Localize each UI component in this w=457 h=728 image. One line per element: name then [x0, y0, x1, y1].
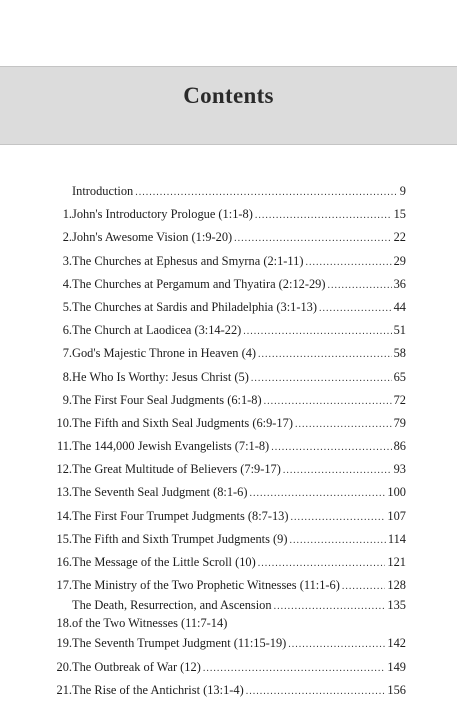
dot-leader [305, 251, 391, 274]
toc-entry-page-number: 107 [387, 508, 406, 523]
toc-entry [48, 656, 406, 679]
toc-entry-title: The Ministry of the Two Prophetic Witnesses (11:1-6) [72, 578, 340, 593]
toc-entry-page-number: 156 [387, 682, 406, 697]
toc-entry [48, 597, 406, 632]
toc-entry-page-number: 128 [387, 578, 406, 593]
toc-entry-title: The Message of the Little Scroll (10) [72, 555, 256, 569]
toc-entry-number: 9. [62, 392, 72, 407]
toc-entry-title: God's Majestic Throne in Heaven (4) [72, 346, 257, 361]
toc-entry [48, 435, 406, 458]
toc-entry-title: The Rise of the Antichrist (13:1-4) [72, 682, 244, 697]
dot-leader [234, 227, 391, 250]
dot-leader [288, 633, 385, 656]
toc-entry [48, 342, 406, 365]
dot-leader [327, 274, 391, 297]
toc-entry-page-number: 29 [393, 253, 406, 268]
toc-entry-number: 14. [56, 508, 72, 523]
dot-leader [246, 680, 386, 703]
dot-leader [274, 598, 386, 616]
toc-entry-title: The Death, Resurrection, and Ascension [72, 598, 272, 613]
toc-entry-number: 20. [56, 659, 72, 674]
dot-leader [289, 529, 385, 552]
toc-entry-page-number: 114 [387, 531, 406, 546]
toc-entry [48, 574, 406, 597]
toc-entry-title-continued: of the Two Witnesses (11:7-14) [72, 615, 228, 630]
toc-entry-title: John's Awesome Vision (1:9-20) [72, 230, 233, 245]
dot-leader [283, 459, 392, 482]
toc-entry-title: Introduction [72, 184, 134, 198]
toc-entry [48, 203, 406, 226]
toc-entry-page-number: 72 [393, 392, 406, 407]
toc-entry [48, 273, 406, 296]
toc-entry-page-number: 51 [393, 323, 406, 338]
dot-leader [291, 506, 386, 529]
dot-leader [258, 552, 386, 575]
toc-entry-number: 3. [62, 253, 72, 268]
dot-leader [250, 482, 386, 505]
dot-leader [135, 181, 396, 204]
dot-leader [255, 204, 392, 227]
toc-entry-title: The Fifth and Sixth Seal Judgments (6:9-17) [72, 415, 293, 430]
toc-entry-page-number: 36 [393, 276, 406, 291]
toc-entry [48, 389, 406, 412]
dot-leader [342, 575, 386, 598]
toc-entry-title: The First Four Seal Judgments (6:1-8) [72, 392, 262, 407]
toc-entry-title: The Seventh Trumpet Judgment (11:15-19) [72, 636, 287, 651]
toc-entry-page-number: 86 [393, 439, 406, 454]
toc-entry [48, 632, 406, 655]
toc-entry-title: The Churches at Pergamum and Thyatira (2:12-29) [72, 276, 326, 291]
toc-entry-number: 8. [62, 369, 72, 384]
toc-entry [48, 366, 406, 389]
toc-entry-title: The 144,000 Jewish Evangelists (7:1-8) [72, 439, 270, 454]
toc-entry-title: The Churches at Sardis and Philadelphia (3:1-13) [72, 299, 317, 314]
toc-entry [48, 319, 406, 342]
toc-entry-number: 17. [56, 578, 72, 593]
toc-entry-page-number: 9 [399, 184, 406, 198]
toc-entry-number: 15. [56, 531, 72, 546]
table-of-contents [48, 180, 406, 702]
toc-entry [48, 551, 406, 574]
toc-entry [48, 505, 406, 528]
toc-entry-title: The Fifth and Sixth Trumpet Judgments (9) [72, 531, 288, 546]
toc-entry [48, 528, 406, 551]
toc-entry [48, 458, 406, 481]
toc-entry-number: 19. [56, 636, 72, 651]
toc-entry-title: The Church at Laodicea (3:14-22) [72, 323, 242, 338]
dot-leader [203, 657, 386, 680]
toc-entry-title: He Who Is Worthy: Jesus Christ (5) [72, 369, 249, 384]
toc-entry [48, 481, 406, 504]
toc-entry-number: 16. [56, 555, 72, 569]
toc-entry [48, 226, 406, 249]
toc-entry-page-number: 149 [387, 659, 406, 674]
dot-leader [295, 413, 392, 436]
toc-entry-title: The First Four Trumpet Judgments (8:7-13) [72, 508, 289, 523]
toc-entry-page-number: 58 [393, 346, 406, 361]
toc-entry-page-number: 93 [393, 462, 406, 477]
toc-entry [48, 296, 406, 319]
toc-entry-title: John's Introductory Prologue (1:1-8) [72, 207, 253, 222]
toc-entry-page-number: 22 [393, 230, 406, 245]
toc-entry-number: 7. [62, 346, 72, 361]
toc-entry [48, 250, 406, 273]
toc-entry-page-number: 15 [393, 207, 406, 222]
dot-leader [243, 320, 391, 343]
toc-entry-title: The Churches at Ephesus and Smyrna (2:1-11) [72, 253, 304, 268]
dot-leader [258, 343, 392, 366]
toc-entry-number: 12. [56, 462, 72, 477]
dot-leader [251, 367, 392, 390]
toc-entry-number: 10. [56, 415, 72, 430]
toc-entry-title: The Great Multitude of Believers (7:9-17) [72, 462, 281, 477]
dot-leader [319, 297, 392, 320]
toc-entry-title: The Seventh Seal Judgment (8:1-6) [72, 485, 248, 500]
toc-entry-page-number: 121 [387, 555, 406, 569]
toc-entry-page-number: 135 [387, 598, 406, 613]
toc-entry-number: 1. [62, 207, 72, 222]
dot-leader [264, 390, 392, 413]
toc-entry-page-number: 79 [393, 415, 406, 430]
toc-entry-number: 5. [62, 299, 72, 314]
toc-entry-page-number: 100 [387, 485, 406, 500]
toc-entry-number: 6. [62, 323, 72, 338]
toc-entry-number: 2. [62, 230, 72, 245]
toc-entry-number: 21. [56, 682, 72, 697]
dot-leader [271, 436, 391, 459]
toc-entry-title: The Outbreak of War (12) [72, 659, 201, 674]
page-title: Contents [183, 83, 274, 108]
toc-entry-number: 13. [56, 485, 72, 500]
toc-entry-number: 11. [56, 439, 72, 454]
toc-entry-page-number: 65 [393, 369, 406, 384]
toc-entry-page-number: 142 [387, 636, 406, 651]
toc-entry-page-number: 44 [393, 299, 406, 314]
toc-entry [48, 679, 406, 702]
toc-entry [48, 180, 406, 203]
toc-entry-number: 18. [56, 615, 72, 630]
toc-entry-number: 4. [62, 276, 72, 291]
toc-entry [48, 412, 406, 435]
